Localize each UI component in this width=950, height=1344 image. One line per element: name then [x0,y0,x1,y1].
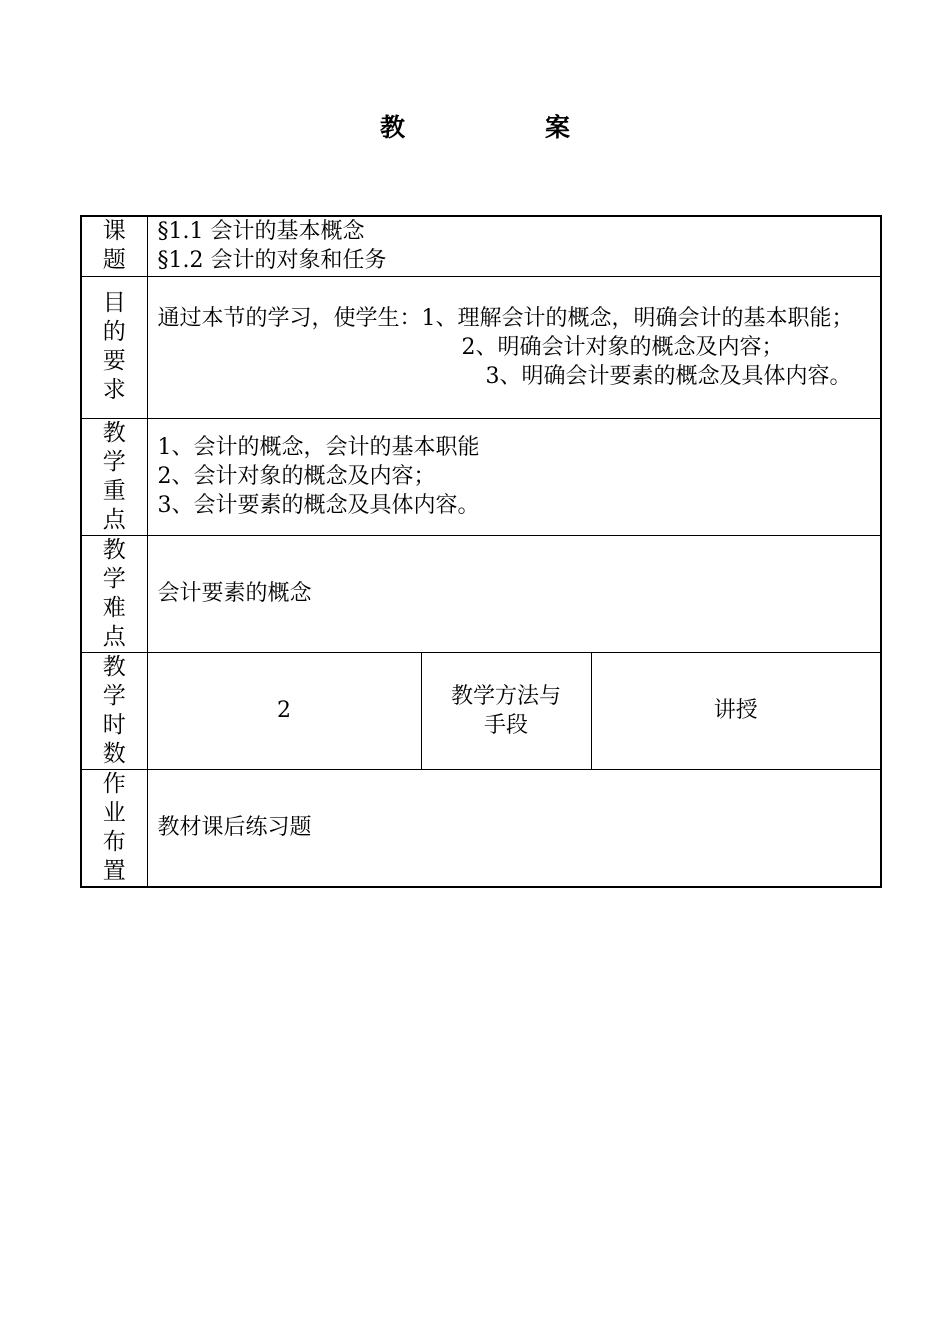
difficulties-row [81,535,881,652]
goal-label: 目 的 要 求 [81,276,147,418]
key-points-row [81,418,881,535]
homework-label: 作 业 布 置 [81,769,147,887]
homework-content: 教材课后练习题 [147,769,881,887]
homework-row [81,769,881,887]
key-point-2: 2、会计对象的概念及内容； [157,464,436,489]
title-char-2: 案 [545,113,571,142]
title-char-1: 教 [379,113,405,142]
hours-value: 2 [147,652,421,769]
key-point-3: 3、会计要素的概念及具体内容。 [157,493,480,518]
key-point-1: 1、会计的概念，会计的基本职能 [157,435,480,460]
goal-row [81,276,881,418]
key-points-content [147,418,881,535]
lesson-plan-table [80,215,882,888]
topic-content [147,216,881,276]
key-points-label: 教 学 重 点 [81,418,147,535]
goal-line-1: 通过本节的学习，使学生：1、理解会计的概念，明确会计的基本职能； [157,305,854,331]
topic-row [81,216,881,276]
page-title [0,108,950,144]
difficulties-label: 教 学 难 点 [81,535,147,652]
topic-label: 课 题 [81,216,147,276]
goal-content [147,276,881,418]
difficulties-content: 会计要素的概念 [147,535,881,652]
method-value: 讲授 [591,652,881,769]
topic-line-1: §1.1 会计的基本概念 [157,219,365,245]
hours-label: 教 学 时 数 [81,652,147,769]
method-label: 教学方法与 手段 [421,652,591,769]
goal-line-2: 2、明确会计对象的概念及内容； [461,334,784,360]
topic-line-2: §1.2 会计的对象和任务 [157,248,387,274]
goal-line-3: 3、明确会计要素的概念及具体内容。 [485,363,852,389]
hours-row [81,652,881,769]
